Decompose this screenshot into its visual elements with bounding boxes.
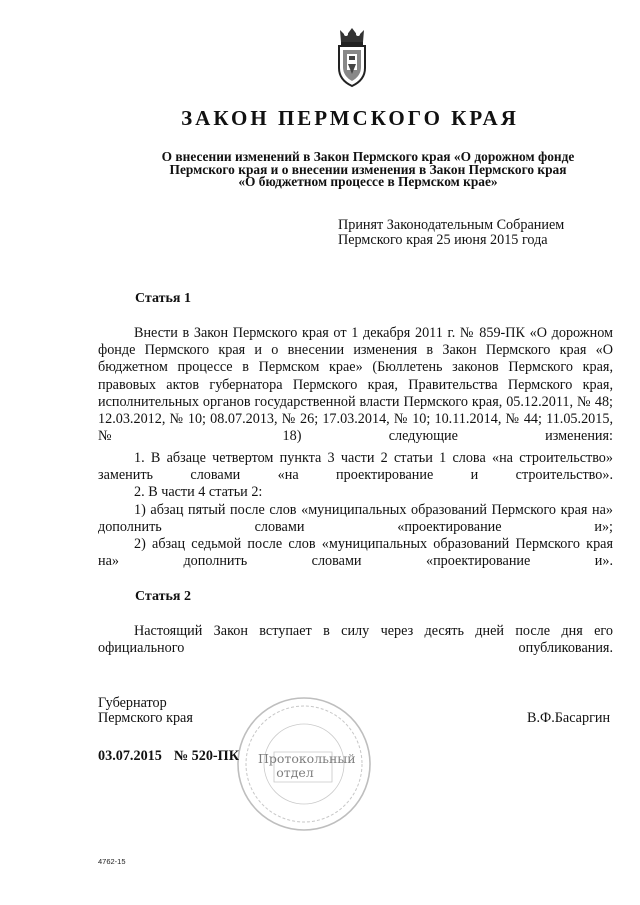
article-1-item-1: 1. В абзаце четвертом пункта 3 части 2 статьи 1 слова «на строительство» заменить словами «на проектирование и строительство». — [98, 450, 613, 484]
article-1-item-2-sub-1: 1) абзац пятый после слов «муниципальных образований Пермского края на» дополнить словами «проектирование и»; — [98, 502, 613, 536]
stamp-line: отдел — [276, 765, 314, 780]
article-1-intro: Внести в Закон Пермского края от 1 декабря 2011 г. № 859-ПК «О дорожном фонде Пермского края и о внесении изменения в Закон Пермского края «О бюджетном процессе в Пермском крае» (Бюллетень законов Пермского края, правовых актов губернатора Пермского края, Правительства Пермского края, исполнительных органов государственной власти Пермского края, 05.12.2011, № 48; 12.03.2012, № 10; 08.07.2013, № 26; 17.03.2014, № 10; 10.11.2014, № 44; 11.05.2015, № 18) следующие изменения: — [98, 325, 613, 445]
adoption-line: Принят Законодательным Собранием — [338, 217, 565, 233]
law-title: ЗАКОН ПЕРМСКОГО КРАЯ — [181, 106, 519, 130]
governor-title-line: Пермского края — [98, 710, 193, 726]
governor-title-line: Губернатор — [98, 695, 167, 711]
subtitle-line: Пермского края и о внесении изменения в Закон Пермского края — [169, 161, 567, 177]
article-1-item-2: 2. В части 4 статьи 2: — [134, 484, 263, 500]
document-date: 03.07.2015 — [98, 748, 162, 764]
footer-code: 4762-15 — [98, 857, 126, 866]
article-2-text: Настоящий Закон вступает в силу через десять дней после дня его официального опубликования. — [98, 623, 613, 657]
signer-name: В.Ф.Басаргин — [527, 710, 611, 726]
subtitle-line: «О бюджетном процессе в Пермском крае» — [238, 174, 498, 189]
stamp-line: Протокольный — [258, 751, 356, 766]
governor-title — [98, 696, 193, 726]
subtitle-line: О внесении изменений в Закон Пермского края «О дорожном фонде — [161, 149, 575, 164]
stamp-text — [258, 751, 356, 780]
document-number: № 520-ПК — [173, 748, 239, 764]
law-subtitle — [100, 151, 636, 189]
document-date-number — [98, 748, 239, 765]
article-2-heading: Статья 2 — [135, 589, 191, 604]
adoption-note — [338, 218, 564, 248]
article-1-item-2-sub-2: 2) абзац седьмой после слов «муниципальных образований Пермского края на» дополнить словами «проектирование и». — [98, 536, 613, 570]
adoption-line: Пермского края 25 июня 2015 года — [338, 232, 548, 248]
article-1-heading: Статья 1 — [135, 291, 191, 306]
coat-of-arms-emblem — [334, 26, 370, 88]
